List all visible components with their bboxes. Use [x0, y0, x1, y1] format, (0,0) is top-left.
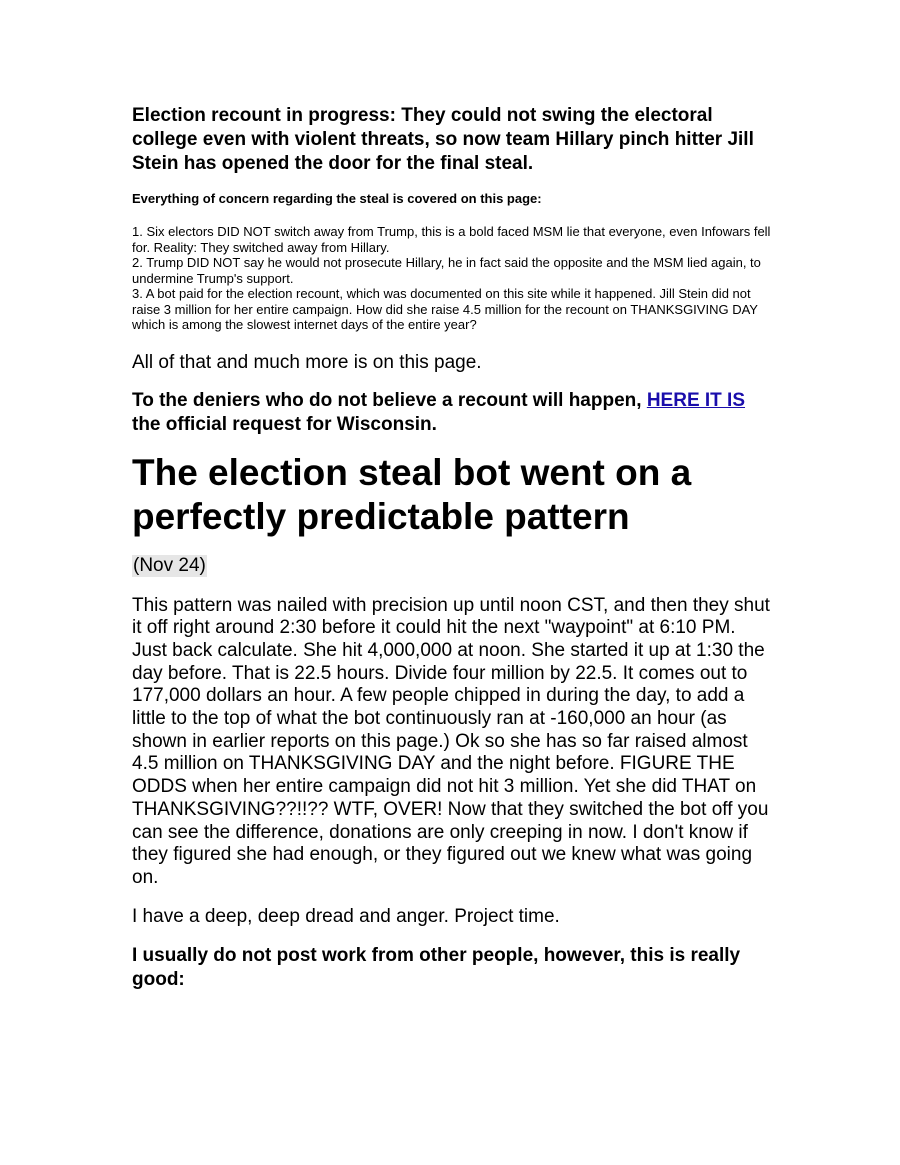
- date-row: [132, 555, 772, 595]
- recount-request-link[interactable]: HERE IT IS: [646, 389, 746, 411]
- summary-subheading: Everything of concern regarding the steal is covered on this page:: [132, 191, 542, 206]
- concern-item-3: 3. A bot paid for the election recount, which was documented on this site while it happened. Jill Stein did not raise 3 million for her entire campaign. How did she raise 4.5 million for the recount on THANKSGIVING DAY which is among the slowest internet days of the entire year?: [132, 286, 758, 332]
- page-content: [132, 104, 772, 992]
- recount-request-suffix: the official request for Wisconsin.: [132, 413, 437, 435]
- concern-item-2: 2. Trump DID NOT say he would not prosecute Hillary, he in fact said the opposite and the MSM lied again, to undermine Trump's support.: [132, 255, 761, 286]
- article-body: This pattern was nailed with precision up until noon CST, and then they shut it off right around 2:30 before it could hit the next "waypoint" at 6:10 PM. Just back calculate. She hit 4,000,000 at noon. She started it up at 1:30 the day before. That is 22.5 hours. Divide four million by 22.5. It comes out to 177,000 dollars an hour. A few people chipped in during the day, to add a little to the top of what the bot continuously ran at -160,000 an hour (as shown in earlier reports on this page.) Ok so she has so far raised almost 4.5 million on THANKSGIVING DAY and the night before. FIGURE THE ODDS when her entire campaign did not hit 3 million. Yet she did THAT on THANKSGIVING??!!?? WTF, OVER! Now that they switched the bot off you can see the difference, donations are only creeping in now. I don't know if they figured she had enough, or they figured out we knew what was going on.: [132, 594, 770, 888]
- dread-paragraph: I have a deep, deep dread and anger. Project time.: [132, 905, 560, 927]
- recount-request-text: To the deniers who do not believe a recount will happen,: [132, 389, 647, 411]
- concern-item-1: 1. Six electors DID NOT switch away from Trump, this is a bold faced MSM lie that everyone, even Infowars fell for. Reality: They switched away from Hillary.: [132, 224, 771, 255]
- intro-heading: Election recount in progress: They could not swing the electoral college even with violent threats, so now team Hillary pinch hitter Jill Stein has opened the door for the final steal.: [132, 105, 754, 174]
- recount-request-paragraph: [132, 389, 772, 437]
- lead-paragraph: All of that and much more is on this page.: [132, 351, 482, 373]
- concern-list: [132, 224, 772, 333]
- closing-paragraph: I usually do not post work from other people, however, this is really good:: [132, 945, 741, 991]
- article-title: The election steal bot went on a perfectly predictable pattern: [132, 451, 692, 537]
- article-date: (Nov 24): [133, 554, 206, 576]
